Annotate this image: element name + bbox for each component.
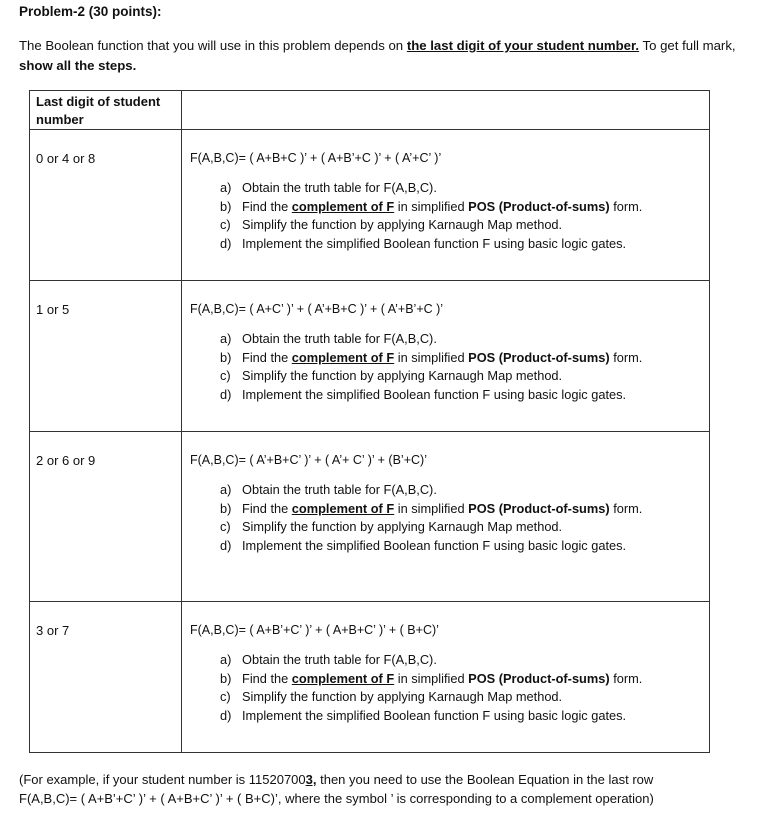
header-label: Last digit of student number <box>36 94 161 127</box>
example-digit: 3, <box>305 772 317 787</box>
step-c: c) Simplify the function by applying Karnaugh Map method. <box>220 368 563 384</box>
step-d: d) Implement the simplified Boolean function F using basic logic gates. <box>220 537 627 553</box>
step-d: d) Implement the simplified Boolean function F using basic logic gates. <box>220 386 627 402</box>
row-label: 0 or 4 or 8 <box>36 151 96 166</box>
boolean-function: F(A,B,C)= ( A+B’+C’ )’ + ( A+B+C’ )’ + ( B+C)’ <box>190 623 439 637</box>
step-b: b) Find the complement of F in simplified POS (Product-of-sums) form. <box>220 198 643 214</box>
step-list <box>182 651 709 725</box>
intro-text-2: To get full mark, <box>639 38 736 53</box>
step-d: d) Implement the simplified Boolean function F using basic logic gates. <box>220 235 627 251</box>
example-note-line-1: (For example, if your student number is 115207003, then you need to use the Boolean Equation in the last row <box>19 772 654 787</box>
row-label: 3 or 7 <box>36 623 70 638</box>
function-table <box>29 90 710 753</box>
row-content-cell <box>182 130 710 281</box>
table-row <box>30 281 710 432</box>
boolean-function: F(A,B,C)= ( A’+B+C’ )’ + ( A’+ C’ )’ + (B’+C)’ <box>190 453 427 467</box>
step-c: c) Simplify the function by applying Karnaugh Map method. <box>220 519 563 535</box>
step-list <box>182 330 709 404</box>
intro-text: The Boolean function that you will use in this problem depends on <box>19 38 407 53</box>
row-label: 2 or 6 or 9 <box>36 453 96 468</box>
table-header-row <box>30 91 710 130</box>
example-note <box>19 770 749 808</box>
row-content-cell <box>182 281 710 432</box>
boolean-function: F(A,B,C)= ( A+C’ )’ + ( A’+B+C )’ + ( A’+B’+C )’ <box>190 302 444 316</box>
step-c: c) Simplify the function by applying Karnaugh Map method. <box>220 217 563 233</box>
boolean-function: F(A,B,C)= ( A+B+C )’ + ( A+B’+C )’ + ( A’+C’ )’ <box>190 151 442 165</box>
step-a: a) Obtain the truth table for F(A,B,C). <box>220 180 437 195</box>
step-a: a) Obtain the truth table for F(A,B,C). <box>220 652 437 667</box>
header-empty-cell <box>182 91 710 130</box>
intro-bold-end: show all the steps. <box>19 58 137 73</box>
table-row <box>30 130 710 281</box>
row-label-cell <box>30 432 182 602</box>
step-b: b) Find the complement of F in simplified POS (Product-of-sums) form. <box>220 349 643 365</box>
step-a: a) Obtain the truth table for F(A,B,C). <box>220 331 437 346</box>
example-note-line-2: F(A,B,C)= ( A+B’+C’ )’ + ( A+B+C’ )’ + ( B+C)’, where the symbol ’ is corresponding to a complement operation) <box>19 791 654 806</box>
row-label: 1 or 5 <box>36 302 70 317</box>
row-content-cell <box>182 432 710 602</box>
problem-title: Problem-2 (30 points): <box>19 4 162 19</box>
step-d: d) Implement the simplified Boolean function F using basic logic gates. <box>220 707 627 723</box>
step-b: b) Find the complement of F in simplified POS (Product-of-sums) form. <box>220 670 643 686</box>
table-row <box>30 602 710 753</box>
row-label-cell <box>30 130 182 281</box>
row-label-cell <box>30 281 182 432</box>
row-content-cell <box>182 602 710 753</box>
problem-intro <box>19 36 744 76</box>
step-b: b) Find the complement of F in simplified POS (Product-of-sums) form. <box>220 500 643 516</box>
intro-emphasis: the last digit of your student number. <box>406 38 640 53</box>
table-row <box>30 432 710 602</box>
header-cell <box>30 91 182 130</box>
row-label-cell <box>30 602 182 753</box>
step-a: a) Obtain the truth table for F(A,B,C). <box>220 482 437 497</box>
step-list <box>182 481 709 555</box>
step-list <box>182 179 709 253</box>
step-c: c) Simplify the function by applying Karnaugh Map method. <box>220 689 563 705</box>
